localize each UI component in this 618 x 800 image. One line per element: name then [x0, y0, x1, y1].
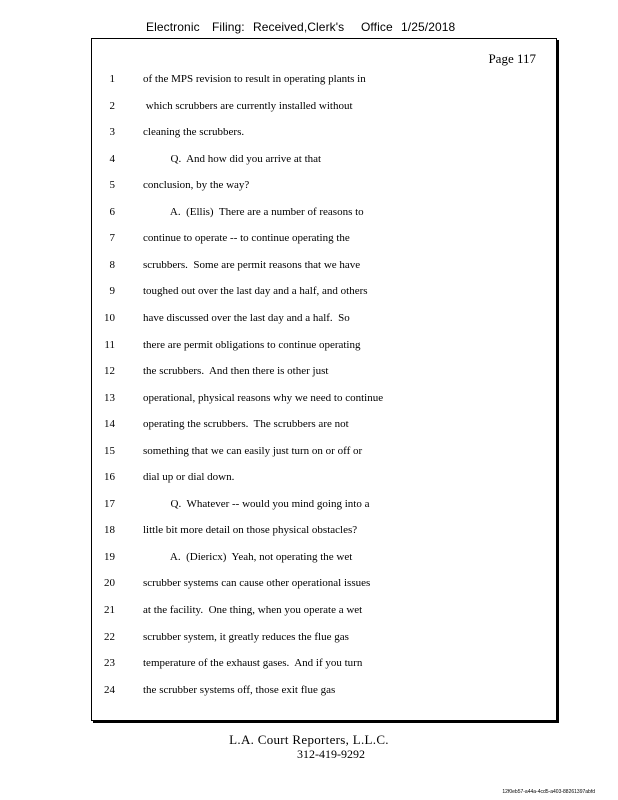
filing-date: 1/25/2018 — [401, 20, 456, 34]
transcript-line — [92, 149, 556, 169]
transcript-line — [92, 361, 556, 381]
transcript-line — [92, 467, 556, 487]
line-number: 14 — [104, 418, 115, 431]
line-number: 8 — [109, 258, 115, 271]
line-number: 20 — [104, 577, 115, 590]
line-text: little bit more detail on those physical obstacles? — [143, 524, 358, 537]
line-number: 13 — [104, 391, 115, 404]
transcript-line — [92, 653, 556, 673]
transcript-line — [92, 308, 556, 328]
line-number: 12 — [104, 365, 115, 378]
transcript-line — [92, 600, 556, 620]
filing-word: Filing: — [212, 20, 245, 34]
line-text: Q. Whatever -- would you mind going into a — [143, 497, 370, 510]
line-text: there are permit obligations to continue operating — [143, 338, 361, 351]
reporter-company: L.A. Court Reporters, L.L.C. — [229, 732, 389, 747]
line-text: operating the scrubbers. The scrubbers are not — [143, 418, 349, 431]
line-number: 4 — [109, 152, 115, 165]
line-number: 3 — [109, 126, 115, 139]
transcript-line — [92, 175, 556, 195]
filing-office: Office — [361, 20, 393, 34]
filing-received: Received,Clerk's — [253, 20, 345, 34]
line-text: at the facility. One thing, when you operate a wet — [143, 604, 363, 616]
line-number: 2 — [109, 99, 115, 112]
line-number: 23 — [104, 657, 115, 670]
line-number: 22 — [104, 630, 115, 643]
line-number: 7 — [109, 232, 115, 245]
line-text: continue to operate -- to continue operating the — [143, 232, 350, 245]
line-text: have discussed over the last day and a half. So — [143, 311, 350, 324]
transcript-line — [92, 228, 556, 248]
line-text: which scrubbers are currently installed without — [143, 99, 353, 112]
line-text: dial up or dial down. — [143, 471, 235, 484]
line-text: temperature of the exhaust gases. And if you turn — [143, 657, 363, 670]
line-number: 24 — [104, 683, 115, 696]
transcript-line — [92, 122, 556, 142]
line-text: conclusion, by the way? — [143, 179, 250, 192]
transcript-line — [92, 281, 556, 301]
line-number: 15 — [104, 444, 115, 457]
reporter-phone: 312-419-9292 — [297, 747, 365, 761]
line-text: the scrubbers. And then there is other just — [143, 365, 329, 378]
line-number: 17 — [104, 497, 115, 510]
line-number: 19 — [104, 550, 115, 563]
line-text: scrubbers. Some are permit reasons that we have — [143, 258, 361, 271]
transcript-line — [92, 388, 556, 408]
transcript-page — [91, 38, 557, 721]
line-text: scrubber systems can cause other operational issues — [143, 577, 371, 590]
line-text: Q. And how did you arrive at that — [143, 152, 322, 165]
line-text: of the MPS revision to result in operating plants in — [143, 73, 366, 85]
transcript-line — [92, 202, 556, 222]
line-number: 1 — [109, 73, 115, 85]
transcript-line — [92, 414, 556, 434]
line-number: 10 — [104, 311, 115, 324]
line-text: A. (Diericx) Yeah, not operating the wet — [143, 550, 353, 563]
line-number: 11 — [104, 338, 115, 351]
filing-electronic: Electronic — [146, 20, 200, 34]
transcript-line — [92, 96, 556, 116]
line-text: scrubber system, it greatly reduces the flue gas — [143, 630, 349, 643]
line-number: 9 — [109, 285, 115, 298]
line-number: 21 — [104, 604, 115, 616]
line-text: the scrubber systems off, those exit flue gas — [143, 683, 336, 696]
transcript-line — [92, 680, 556, 700]
line-text: operational, physical reasons why we need to continue — [143, 391, 384, 404]
filing-stamp — [146, 20, 455, 34]
line-number: 6 — [109, 205, 115, 218]
transcript-line — [92, 441, 556, 461]
line-number: 18 — [104, 524, 115, 537]
line-number: 16 — [104, 471, 115, 484]
transcript-line — [92, 573, 556, 593]
transcript-line — [92, 69, 556, 89]
transcript-line — [92, 255, 556, 275]
transcript-line — [92, 547, 556, 567]
document-id: 12f0eb57-a44a-4cd5-a403-88261397abfd — [502, 789, 595, 795]
transcript-line — [92, 335, 556, 355]
line-text: A. (Ellis) There are a number of reasons to — [143, 205, 364, 218]
transcript-line — [92, 627, 556, 647]
line-number: 5 — [109, 179, 115, 192]
transcript-line — [92, 494, 556, 514]
line-text: cleaning the scrubbers. — [143, 126, 245, 139]
transcript-line — [92, 520, 556, 540]
line-text: something that we can easily just turn on or off or — [143, 444, 363, 457]
line-text: toughed out over the last day and a half, and others — [143, 285, 368, 298]
page-number: Page 117 — [488, 51, 536, 66]
